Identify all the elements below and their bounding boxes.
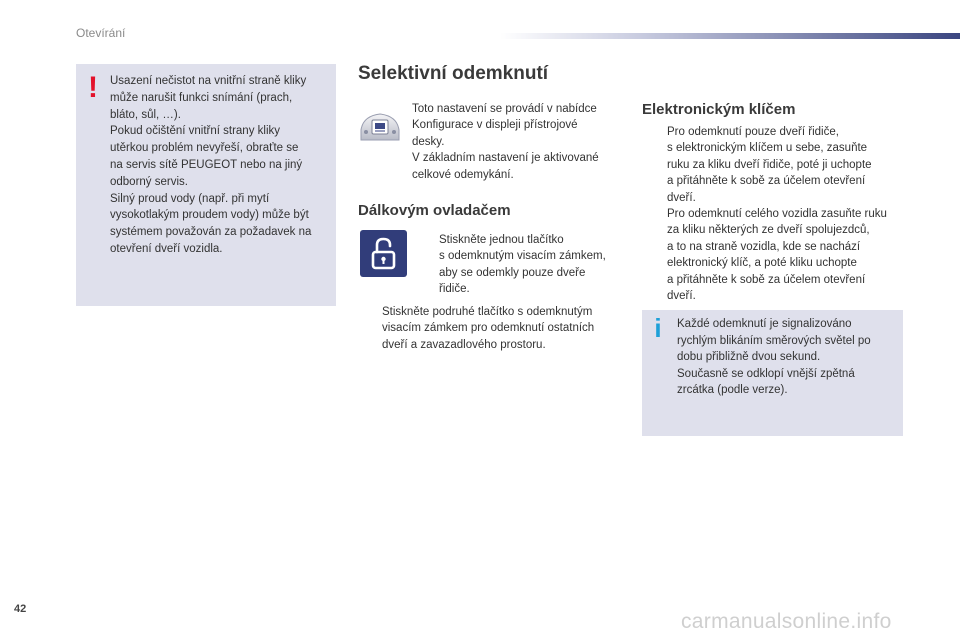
electronic-key-step-list: [643, 124, 905, 304]
key-step2-line: Pro odemknutí celého vozidla zasuňte ruku: [667, 208, 887, 221]
warning-line: Usazení nečistot na vnitřní straně kliky: [110, 75, 307, 87]
remote-step1-line: Stiskněte jednou tlačítko: [439, 234, 564, 246]
list-item: [643, 124, 905, 206]
warning-line: vysokotlakým proudem vody) může být: [110, 209, 309, 222]
warning-line: otevření dveří vozidla.: [110, 242, 223, 255]
warning-line: na servis sítě PEUGEOT nebo na jiný: [110, 158, 303, 171]
unlocked-padlock-icon: [360, 230, 407, 277]
list-item: [358, 304, 628, 353]
electronic-key-title: Elektronickým klíčem: [642, 101, 796, 118]
config-line: desky.: [412, 135, 445, 148]
info-line: Každé odemknutí je signalizováno: [677, 318, 852, 330]
remote-step2-line: visacím zámkem pro odemknutí ostatních: [382, 322, 595, 335]
remote-step2-line: dveří a zavazadlového prostoru.: [382, 338, 546, 351]
warning-line: utěrkou problém nevyřeší, obraťte se: [110, 142, 299, 155]
config-line: celkové odemykání.: [412, 168, 514, 181]
key-step2-line: a to na straně vozidla, kde se nachází: [667, 240, 861, 253]
key-step1-line: dveří.: [667, 191, 696, 204]
page-number: 42: [14, 603, 27, 615]
key-step1-line: a přitáhněte k sobě za účelem otevření: [667, 175, 866, 188]
header-gradient-bar: [500, 33, 960, 39]
warning-line: Silný proud vody (např. při mytí: [110, 192, 270, 205]
key-step1-line: Pro odemknutí pouze dveří řidiče,: [667, 126, 839, 138]
section-title: Selektivní odemknutí: [358, 63, 549, 84]
warning-text: [110, 73, 328, 258]
list-item: [643, 206, 905, 304]
remote-step-list: [415, 232, 623, 298]
info-icon: i: [654, 313, 662, 343]
config-line: Toto nastavení se provádí v nabídce: [412, 103, 597, 115]
config-line: V základním nastavení je aktivované: [412, 152, 599, 165]
remote-title: Dálkovým ovladačem: [358, 202, 511, 219]
remote-step1-line: řidiče.: [439, 283, 470, 296]
chapter-title: Otevírání: [76, 26, 126, 40]
info-line: Současně se odklopí vnější zpětná: [677, 367, 855, 380]
instrument-panel-config-icon: [359, 110, 401, 144]
key-step2-line: a přitáhněte k sobě za účelem otevření: [667, 273, 866, 286]
warning-line: Pokud očištění vnitřní strany kliky: [110, 125, 281, 138]
warning-line: systémem považován za požadavek na: [110, 226, 312, 239]
warning-line: bláto, sůl, …).: [110, 108, 181, 121]
list-item: [415, 232, 623, 298]
remote-step1-line: aby se odemkly pouze dveře: [439, 266, 586, 279]
info-line: rychlým blikáním směrových světel po: [677, 334, 871, 347]
key-step1-line: s elektronickým klíčem u sebe, zasuňte: [667, 142, 868, 155]
key-step2-line: za kliku některých ze dveří spolujezdců,: [667, 224, 870, 237]
remote-step-list: [358, 304, 628, 353]
config-line: Konfigurace v displeji přístrojové: [412, 119, 578, 132]
key-step1-line: ruku za kliku dveří řidiče, poté ji uchopte: [667, 158, 872, 171]
warning-line: může narušit funkci snímání (prach,: [110, 91, 293, 104]
key-step2-line: dveří.: [667, 290, 696, 303]
info-line: dobu přibližně dvou sekund.: [677, 351, 821, 364]
info-text: [677, 316, 891, 399]
remote-step2-line: Stiskněte podruhé tlačítko s odemknutým: [382, 306, 593, 318]
key-step2-line: elektronický klíč, a poté kliku uchopte: [667, 257, 857, 270]
config-text: [412, 101, 622, 183]
remote-step1-line: s odemknutým visacím zámkem,: [439, 250, 606, 263]
exclamation-icon: !: [88, 71, 98, 104]
info-line: zrcátka (podle verze).: [677, 384, 788, 397]
warning-line: odborný servis.: [110, 175, 188, 188]
watermark: carmanualsonline.info: [681, 610, 892, 633]
